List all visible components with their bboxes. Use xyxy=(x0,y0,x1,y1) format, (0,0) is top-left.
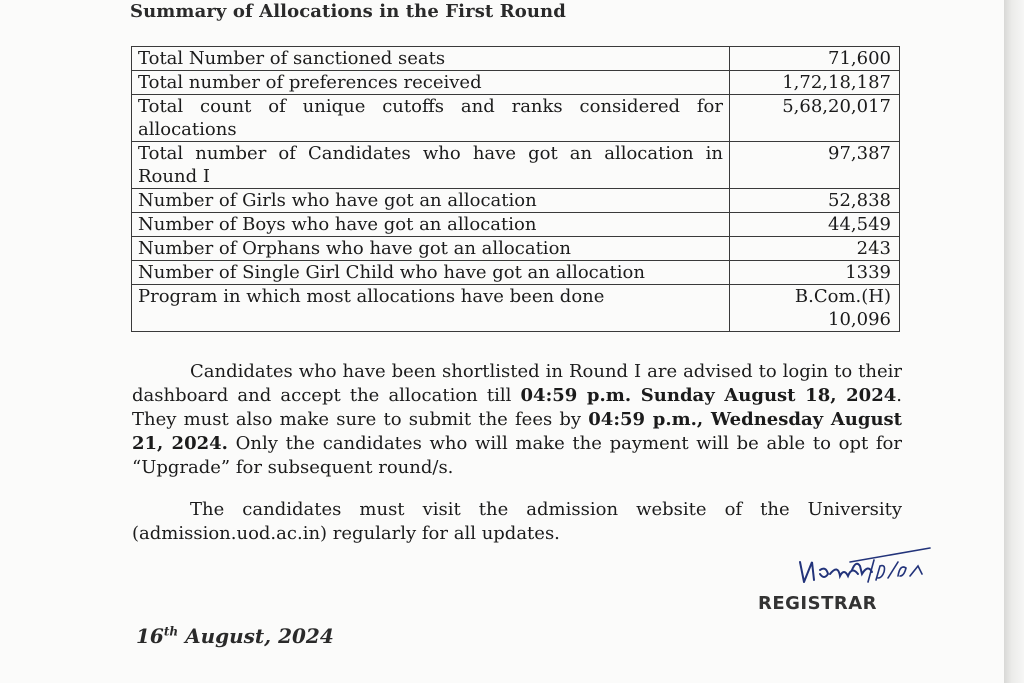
row-value: 52,838 xyxy=(730,189,900,213)
row-value-line: B.Com.(H) xyxy=(794,286,891,307)
page-title: Summary of Allocations in the First Round xyxy=(130,1,566,22)
row-value: 71,600 xyxy=(730,47,900,71)
table-row xyxy=(132,47,900,71)
date-rest: August, 2024 xyxy=(178,624,334,648)
row-value: 1,72,18,187 xyxy=(730,71,900,95)
issue-date xyxy=(136,624,334,648)
table-row xyxy=(132,285,900,332)
row-label: Total number of preferences received xyxy=(132,71,730,95)
row-label: Total count of unique cutoffs and ranks considered for allocations xyxy=(132,95,730,142)
table-row xyxy=(132,261,900,285)
row-label: Number of Single Girl Child who have got an allocation xyxy=(132,261,730,285)
row-value: 44,549 xyxy=(730,213,900,237)
table-row xyxy=(132,71,900,95)
table-row xyxy=(132,213,900,237)
row-label: Program in which most allocations have been done xyxy=(132,285,730,332)
allocation-summary-table xyxy=(131,46,900,332)
para1-text-1: Candidates who have been shortlisted in Round I are advised to login to their dashboard and accept the allocation till xyxy=(132,361,902,406)
accept-deadline: 04:59 p.m. Sunday August 18, 2024 xyxy=(520,385,897,406)
row-label: Number of Orphans who have got an allocation xyxy=(132,237,730,261)
row-value xyxy=(730,285,900,332)
para1-text-3: Only the candidates who will make the payment will be able to opt for “Upgrade” for subsequent round/s. xyxy=(132,433,902,478)
row-label: Total Number of sanctioned seats xyxy=(132,47,730,71)
para1-text-2: . They must also make sure to submit the fees by xyxy=(132,385,902,430)
row-value: 97,387 xyxy=(730,142,900,189)
table-row xyxy=(132,142,900,189)
website-paragraph: The candidates must visit the admission website of the University (admission.uod.ac.in) regularly for all updates. xyxy=(132,499,902,544)
row-label: Total number of Candidates who have got an allocation in Round I xyxy=(132,142,730,189)
date-suffix: th xyxy=(163,624,179,639)
table-row xyxy=(132,95,900,142)
fee-deadline: 04:59 p.m., Wednesday August 21, 2024. xyxy=(132,409,902,454)
table-row xyxy=(132,189,900,213)
date-day: 16 xyxy=(136,624,164,648)
row-label: Number of Girls who have got an allocation xyxy=(132,189,730,213)
signatory-title: REGISTRAR xyxy=(758,593,878,614)
row-value-line: 10,096 xyxy=(828,309,891,330)
row-value: 5,68,20,017 xyxy=(730,95,900,142)
row-label: Number of Boys who have got an allocation xyxy=(132,213,730,237)
row-value: 1339 xyxy=(730,261,900,285)
instructions-paragraph xyxy=(132,360,902,480)
registrar-signature xyxy=(790,540,940,600)
row-value: 243 xyxy=(730,237,900,261)
page-edge xyxy=(1004,0,1024,683)
table-row xyxy=(132,237,900,261)
